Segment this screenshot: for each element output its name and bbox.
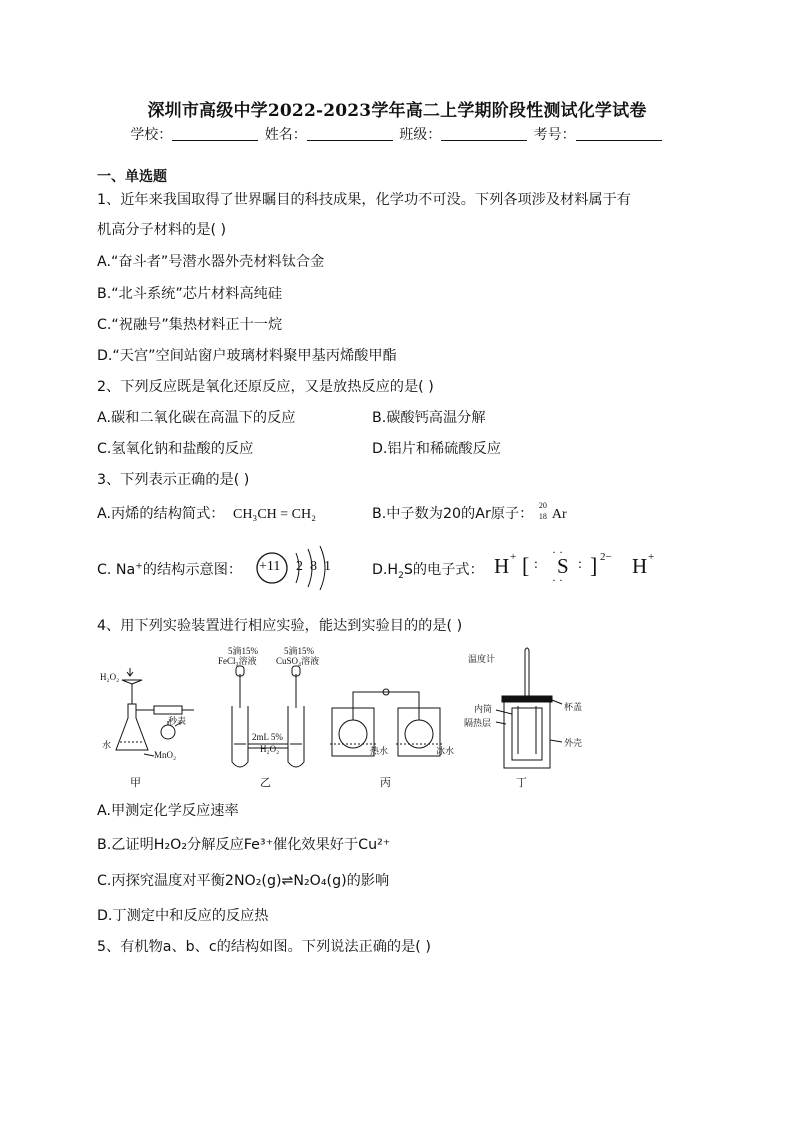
field-name-label: 姓名： bbox=[264, 127, 307, 143]
label-h2o2-volume-2: H₂O₂ bbox=[260, 744, 280, 754]
student-info-line bbox=[0, 124, 794, 144]
q3-b-text: B.中子数为20的Ar原子： bbox=[372, 506, 534, 522]
q3-option-b[interactable] bbox=[372, 503, 567, 523]
label-ice-water: 冰水 bbox=[436, 746, 455, 756]
field-examno-label: 考号： bbox=[533, 127, 576, 143]
caption-ding: 丁 bbox=[516, 776, 527, 789]
label-thermometer: 温度计 bbox=[468, 654, 496, 664]
q4-stem: 4、用下列实验装置进行相应实验，能达到实验目的的是( ) bbox=[97, 618, 463, 634]
q3-d-sub: 2 bbox=[398, 570, 404, 581]
q3-b-z: 18 bbox=[538, 512, 547, 521]
q2-option-a[interactable]: A.碳和二氧化碳在高温下的反应 bbox=[97, 410, 296, 426]
label-cuso4-1: 5滴15% bbox=[284, 646, 314, 656]
q2-option-d[interactable]: D.铝片和稀硫酸反应 bbox=[372, 441, 501, 457]
caption-yi: 乙 bbox=[260, 776, 271, 789]
label-shell: 外壳 bbox=[564, 738, 583, 748]
h2s-h-left: H bbox=[494, 554, 510, 578]
q1-option-d[interactable]: D.“天宫”空间站窗户玻璃材料聚甲基丙烯酸甲酯 bbox=[97, 348, 397, 364]
q3-option-a[interactable] bbox=[97, 503, 316, 523]
q1-option-c[interactable]: C.“祝融号”集热材料正十一烷 bbox=[97, 317, 283, 333]
label-cuso4-2: CuSO₄溶液 bbox=[276, 656, 320, 666]
q4-option-d[interactable]: D.丁测定中和反应的反应热 bbox=[97, 908, 269, 924]
label-fecl3-1: 5滴15% bbox=[228, 646, 258, 656]
page-title: 深圳市高级中学2022-2023学年高二上学期阶段性测试化学试卷 bbox=[147, 101, 647, 121]
q3-d-text-post: S的电子式： bbox=[403, 562, 484, 578]
h2s-h-right: H bbox=[632, 554, 648, 578]
na-shell-1: 2 bbox=[296, 559, 303, 574]
label-h2o2-volume-1: 2mL 5% bbox=[252, 732, 283, 742]
q2-stem: 2、下列反应既是氧化还原反应，又是放热反应的是( ) bbox=[97, 379, 434, 395]
q3-b-mass: 20 bbox=[538, 501, 547, 510]
q4-apparatus-figure bbox=[100, 644, 670, 792]
field-class-label: 班级： bbox=[399, 127, 442, 143]
h2s-charge: 2− bbox=[600, 551, 612, 563]
na-nucleus-label: +11 bbox=[259, 559, 281, 574]
label-fecl3-2: FeCl₃溶液 bbox=[218, 656, 257, 666]
label-h2o2: H₂O₂ bbox=[100, 672, 120, 682]
q1-option-b[interactable]: B.“北斗系统”芯片材料高纯硅 bbox=[97, 286, 283, 302]
section-title: 一、单选题 bbox=[97, 169, 167, 185]
caption-bing: 丙 bbox=[380, 776, 391, 789]
q3-c-sup: + bbox=[135, 561, 143, 572]
na-ion-structure-diagram bbox=[254, 543, 354, 593]
q3-c-text-post: 的结构示意图： bbox=[142, 562, 243, 578]
field-examno-blank[interactable] bbox=[576, 126, 662, 141]
q3-option-d[interactable] bbox=[372, 559, 484, 579]
field-class-blank[interactable] bbox=[441, 126, 527, 141]
q5-stem: 5、有机物a、b、c的结构如图。下列说法正确的是( ) bbox=[97, 939, 431, 955]
q3-c-text-pre: C. Na bbox=[97, 562, 136, 578]
q3-stem: 3、下列表示正确的是( ) bbox=[97, 472, 250, 488]
field-school-label: 学校： bbox=[130, 127, 173, 143]
label-lid: 杯盖 bbox=[564, 702, 583, 712]
field-school-blank[interactable] bbox=[172, 126, 258, 141]
q1-option-a[interactable]: A.“奋斗者”号潜水器外壳材料钛合金 bbox=[97, 254, 325, 270]
label-water: 水 bbox=[102, 740, 112, 750]
q2-option-c[interactable]: C.氢氧化钠和盐酸的反应 bbox=[97, 441, 254, 457]
na-shell-2: 8 bbox=[310, 559, 317, 574]
q1-stem-line2: 机高分子材料的是( ) bbox=[97, 222, 227, 238]
label-hot-water: 热水 bbox=[370, 746, 389, 756]
label-stopwatch: 秒表 bbox=[168, 716, 187, 726]
label-mno2: MnO₂ bbox=[154, 750, 177, 760]
q4-option-a[interactable]: A.甲测定化学反应速率 bbox=[97, 803, 239, 819]
q3-a-formula: CH₃CH = CH₂ bbox=[232, 507, 316, 522]
label-insulation: 隔热层 bbox=[464, 718, 492, 728]
q3-b-symbol: Ar bbox=[551, 507, 567, 522]
q2-option-b[interactable]: B.碳酸钙高温分解 bbox=[372, 410, 486, 426]
q4-option-c[interactable]: C.丙探究温度对平衡2NO₂(g)⇌N₂O₄(g)的影响 bbox=[97, 873, 390, 889]
q3-option-c[interactable] bbox=[97, 559, 242, 579]
q4-option-b[interactable]: B.乙证明H₂O₂分解反应Fe³⁺催化效果好于Cu²⁺ bbox=[97, 837, 391, 853]
h2s-electron-formula: H + [ : ·· S ·· : ] 2− H + bbox=[494, 545, 655, 587]
h2s-s: S bbox=[557, 554, 569, 578]
caption-jia: 甲 bbox=[130, 776, 141, 789]
label-inner-cylinder: 内筒 bbox=[474, 704, 493, 714]
field-name-blank[interactable] bbox=[307, 126, 393, 141]
q3-d-text-pre: D.H bbox=[372, 562, 399, 578]
q1-stem-line1: 1、近年来我国取得了世界瞩目的科技成果，化学功不可没。下列各项涉及材料属于有 bbox=[97, 192, 631, 208]
na-shell-3: 1 bbox=[324, 559, 331, 574]
q3-a-text: A.丙烯的结构简式： bbox=[97, 506, 225, 522]
